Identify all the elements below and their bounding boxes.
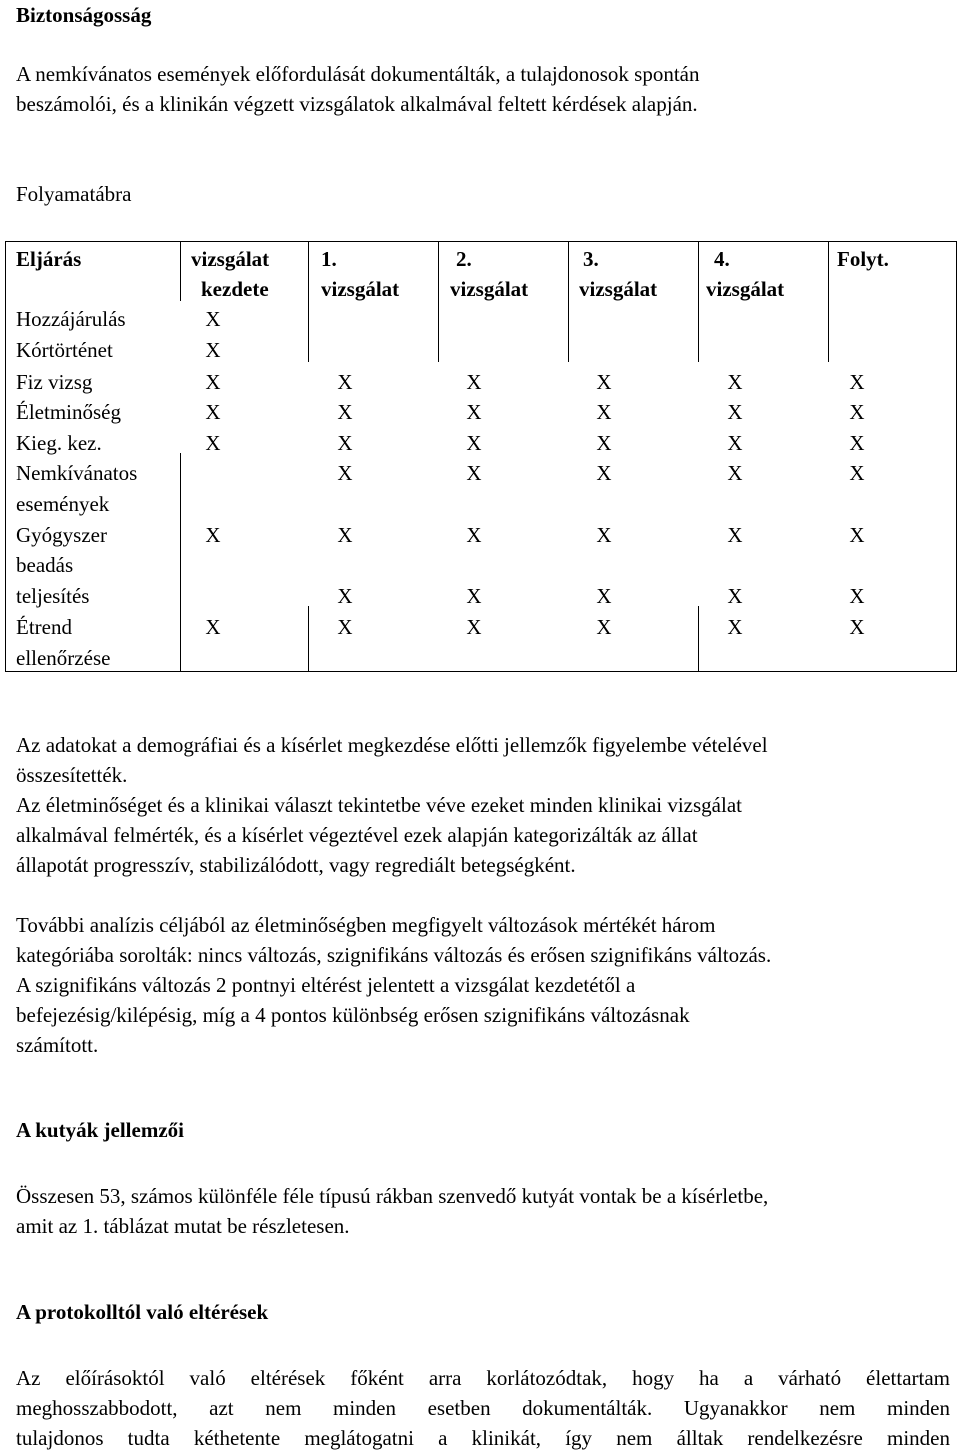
row-label: Életminőség — [16, 400, 121, 424]
header-continued: Folyt. — [837, 247, 889, 271]
body-line: amit az 1. táblázat mutat be részletesen. — [16, 1214, 350, 1238]
x-mark: X — [849, 584, 865, 608]
header-visit-3: vizsgálat — [579, 277, 658, 301]
x-mark: X — [849, 461, 865, 485]
header-visit-start: kezdete — [201, 277, 269, 301]
header-procedure: Eljárás — [16, 247, 82, 271]
x-mark: X — [205, 615, 221, 639]
x-mark: X — [466, 615, 482, 639]
body-line: Az adatokat a demográfiai és a kísérlet megkezdése előtti jellemzők figyelembe vételével — [16, 733, 768, 757]
row-label: beadás — [16, 553, 74, 577]
x-mark: X — [849, 370, 865, 394]
x-mark: X — [727, 584, 743, 608]
x-mark: X — [727, 523, 743, 547]
body-line: összesítették. — [16, 763, 128, 787]
flowchart-title: Folyamatábra — [16, 182, 132, 206]
x-mark: X — [727, 431, 743, 455]
x-mark: X — [205, 400, 221, 424]
x-mark: X — [466, 400, 482, 424]
body-line: Az előírásoktól való eltérések főként arra korlátozódtak, hogy ha a várható élettartam — [16, 1366, 950, 1390]
header-visit-1: 1. — [321, 247, 337, 271]
header-visit-2: 2. — [456, 247, 472, 271]
header-visit-2: vizsgálat — [450, 277, 529, 301]
body-line: számított. — [16, 1033, 99, 1057]
x-mark: X — [596, 615, 612, 639]
header-visit-1: vizsgálat — [321, 277, 400, 301]
section-title: Biztonságosság — [16, 3, 152, 27]
body-line: A szignifikáns változás 2 pontnyi eltérést jelentett a vizsgálat kezdetétől a — [16, 973, 636, 997]
row-label: Gyógyszer — [16, 523, 107, 547]
header-visit-4: vizsgálat — [706, 277, 785, 301]
x-mark: X — [337, 523, 353, 547]
x-mark: X — [466, 370, 482, 394]
row-label: események — [16, 492, 110, 516]
flowchart-table — [5, 241, 957, 671]
x-mark: X — [337, 461, 353, 485]
heading-dogs: A kutyák jellemzői — [16, 1118, 184, 1142]
intro-line: beszámolói, és a klinikán végzett vizsgálatok alkalmával feltett kérdések alapján. — [16, 92, 698, 116]
x-mark: X — [849, 400, 865, 424]
body-line: alkalmával felmérték, és a kísérlet végeztével ezek alapján kategorizálták az állat — [16, 823, 698, 847]
body-line: További analízis céljából az életminőségben megfigyelt változások mértékét három — [16, 913, 716, 937]
row-label: Hozzájárulás — [16, 307, 126, 331]
x-mark: X — [596, 584, 612, 608]
body-line: tulajdonos tudta kéthetente meglátogatni a klinikát, így nem álltak rendelkezésre minden — [16, 1426, 950, 1450]
x-mark: X — [466, 461, 482, 485]
header-visit-4: 4. — [714, 247, 730, 271]
x-mark: X — [727, 615, 743, 639]
x-mark: X — [466, 523, 482, 547]
body-line: kategóriába sorolták: nincs változás, szignifikáns változás és erősen szignifikáns változás. — [16, 943, 772, 967]
x-mark: X — [337, 400, 353, 424]
row-label: Étrend — [16, 615, 72, 639]
x-mark: X — [849, 615, 865, 639]
body-line: állapotát progresszív, stabilizálódott, vagy regrediált betegségként. — [16, 853, 576, 877]
x-mark: X — [337, 370, 353, 394]
body-line: befejezésig/kilépésig, míg a 4 pontos különbség erősen szignifikáns változásnak — [16, 1003, 690, 1027]
row-label: Kórtörténet — [16, 338, 113, 362]
body-line: meghosszabbodott, azt nem minden esetben dokumentálták. Ugyanakkor nem minden — [16, 1396, 950, 1420]
x-mark: X — [337, 615, 353, 639]
row-label: Nemkívánatos — [16, 461, 138, 485]
x-mark: X — [596, 523, 612, 547]
x-mark: X — [337, 431, 353, 455]
x-mark: X — [596, 431, 612, 455]
header-visit-3: 3. — [583, 247, 599, 271]
header-visit-start: vizsgálat — [191, 247, 270, 271]
x-mark: X — [596, 400, 612, 424]
x-mark: X — [727, 400, 743, 424]
row-label: ellenőrzése — [16, 646, 111, 670]
x-mark: X — [849, 523, 865, 547]
x-mark: X — [596, 461, 612, 485]
body-line: Az életminőséget és a klinikai választ tekintetbe véve ezeket minden klinikai vizsgálat — [16, 793, 742, 817]
x-mark: X — [337, 584, 353, 608]
x-mark: X — [205, 370, 221, 394]
row-label: Kieg. kez. — [16, 431, 102, 455]
heading-protocol-deviations: A protokolltól való eltérések — [16, 1300, 269, 1324]
x-mark: X — [205, 307, 221, 331]
body-line: Összesen 53, számos különféle féle típusú rákban szenvedő kutyát vontak be a kísérletbe, — [16, 1184, 769, 1208]
intro-line: A nemkívánatos események előfordulását dokumentálták, a tulajdonosok spontán — [16, 62, 700, 86]
x-mark: X — [205, 523, 221, 547]
x-mark: X — [727, 461, 743, 485]
x-mark: X — [205, 338, 221, 362]
x-mark: X — [205, 431, 221, 455]
x-mark: X — [596, 370, 612, 394]
row-label: teljesítés — [16, 584, 90, 608]
x-mark: X — [727, 370, 743, 394]
row-label: Fiz vizsg — [16, 370, 93, 394]
x-mark: X — [466, 584, 482, 608]
x-mark: X — [849, 431, 865, 455]
x-mark: X — [466, 431, 482, 455]
